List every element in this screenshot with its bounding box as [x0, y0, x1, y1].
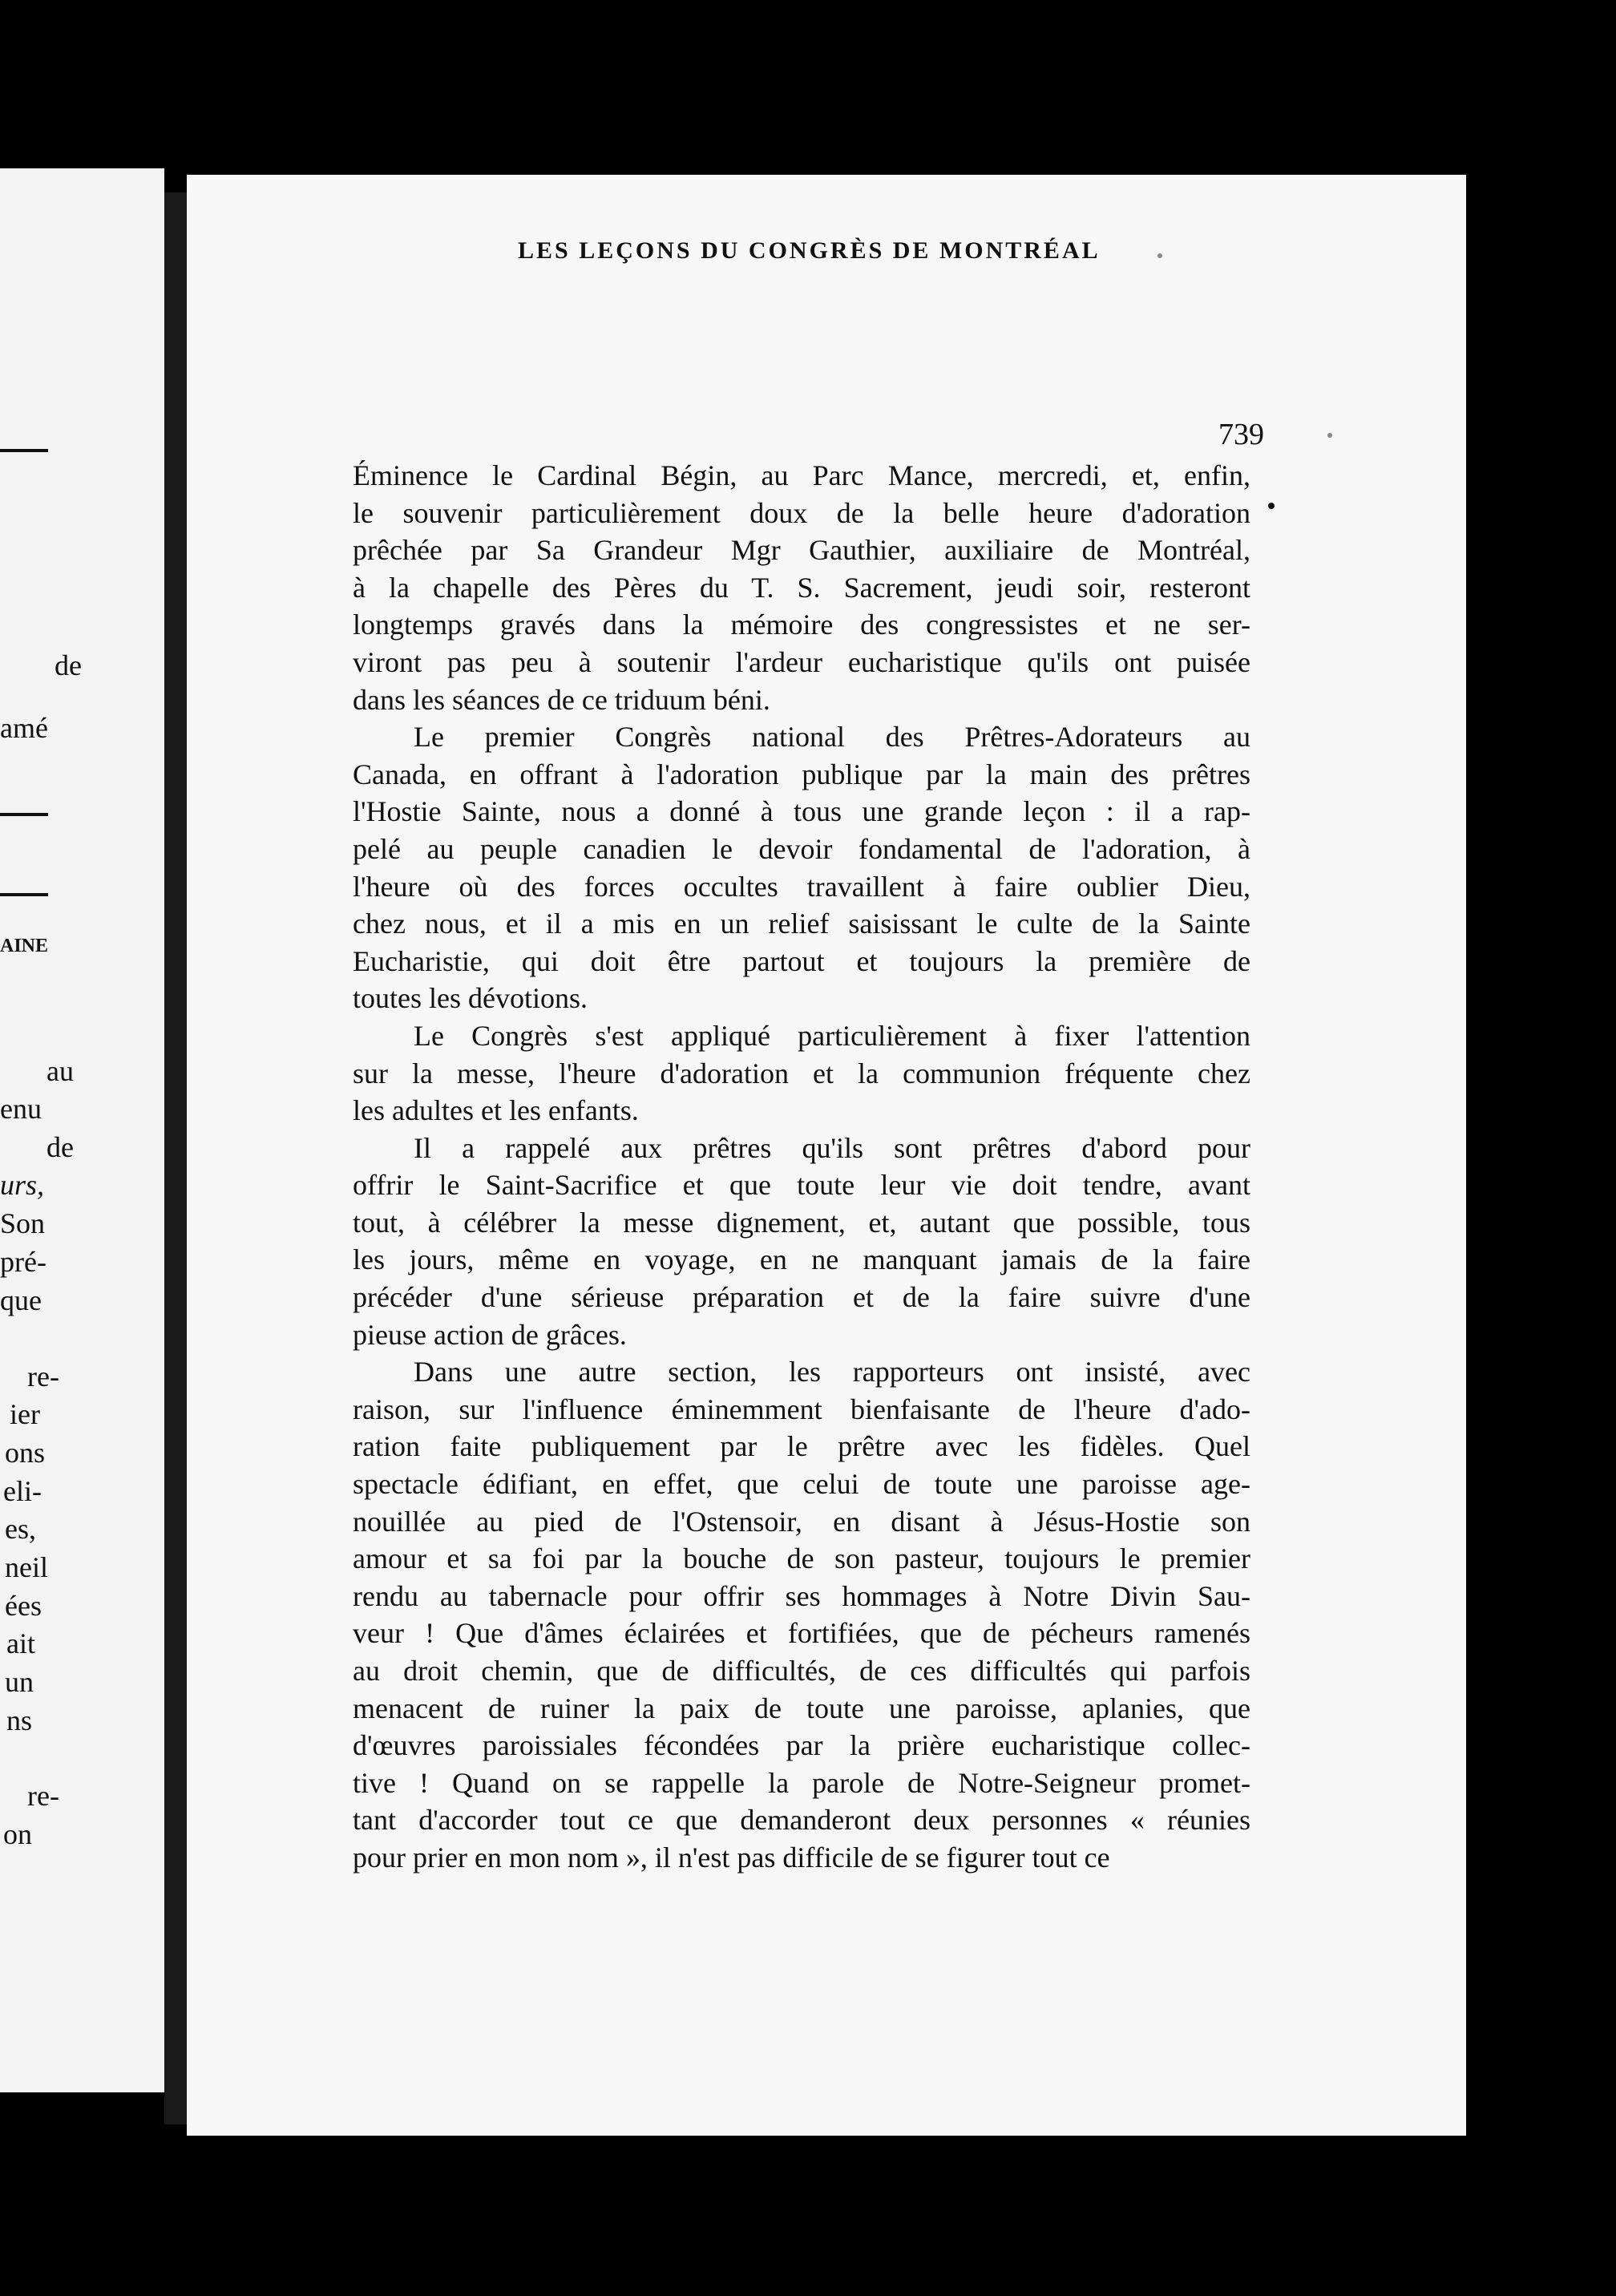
- left-page-fragment: on: [3, 1818, 32, 1850]
- text-line: nouillée au pied de l'Ostensoir, en disant à Jésus-Hostie son: [353, 1505, 1250, 1538]
- text-line: Le Congrès s'est appliqué particulièrement à fixer l'attention: [414, 1019, 1250, 1052]
- left-page-fragment: ées: [5, 1590, 42, 1622]
- text-line: les jours, même en voyage, en ne manquant jamais de la faire: [353, 1243, 1250, 1276]
- left-facing-page: [0, 168, 164, 2092]
- text-line: Il a rappelé aux prêtres qu'ils sont prêtres d'abord pour: [414, 1131, 1250, 1164]
- text-line: les adultes et les enfants.: [353, 1094, 639, 1127]
- left-page-fragment: es,: [5, 1513, 36, 1545]
- text-line: raison, sur l'influence éminemment bienfaisante de l'heure d'ado-: [353, 1393, 1250, 1425]
- text-line: toutes les dévotions.: [353, 982, 588, 1015]
- left-page-fragment: Son: [0, 1207, 46, 1239]
- left-page-fragment: au: [46, 1055, 74, 1087]
- text-line: spectacle édifiant, en effet, que celui de toute une paroisse age-: [353, 1468, 1250, 1501]
- text-line: Le premier Congrès national des Prêtres-Adorateurs au: [414, 721, 1250, 754]
- text-line: tant d'accorder tout ce que demanderont deux personnes « réunies: [353, 1804, 1250, 1837]
- page-number: 739: [1218, 418, 1264, 451]
- paragraph: [353, 1017, 1250, 1130]
- text-line: menacent de ruiner la paix de toute une paroisse, aplanies, que: [353, 1692, 1250, 1724]
- text-line: d'œuvres paroissiales fécondées par la prière eucharistique collec-: [353, 1729, 1250, 1762]
- left-page-fragment: urs,: [0, 1169, 45, 1201]
- text-line: Dans une autre section, les rapporteurs ont insisté, avec: [414, 1356, 1250, 1389]
- text-line: tout, à célébrer la messe dignement, et, autant que possible, tous: [353, 1206, 1250, 1239]
- left-page-fragment: un: [5, 1666, 34, 1698]
- text-line: tive ! Quand on se rappelle la parole de Notre-Seigneur promet-: [353, 1766, 1250, 1799]
- left-page-fragment: AINE: [0, 936, 49, 956]
- text-line: prêchée par Sa Grandeur Mgr Gauthier, auxiliaire de Montréal,: [353, 534, 1250, 567]
- left-page-rule: [0, 449, 48, 452]
- paragraph: [353, 1130, 1250, 1354]
- text-line: Canada, en offrant à l'adoration publique par la main des prêtres: [353, 758, 1250, 790]
- scan-speck: [1157, 253, 1162, 258]
- left-page-fragment: que: [0, 1284, 42, 1316]
- text-line: au droit chemin, que de difficultés, de ces difficultés qui parfois: [353, 1655, 1250, 1687]
- running-head: LES LEÇONS DU CONGRÈS DE MONTRÉAL: [518, 237, 1101, 264]
- left-page-fragment: pré-: [0, 1246, 46, 1278]
- text-line: Éminence le Cardinal Bégin, au Parc Mance, mercredi, et, enfin,: [353, 459, 1250, 491]
- text-line: veur ! Que d'âmes éclairées et fortifiées, que de pécheurs ramenés: [353, 1617, 1250, 1650]
- left-page-fragment: enu: [0, 1093, 42, 1125]
- paragraph: [353, 1353, 1250, 1876]
- left-page-fragment: de: [46, 1131, 74, 1163]
- left-page-fragment: ier: [10, 1398, 40, 1430]
- text-line: longtemps gravés dans la mémoire des congressistes et ne ser-: [353, 608, 1250, 641]
- text-line: amour et sa foi par la bouche de son pasteur, toujours le premier: [353, 1542, 1250, 1575]
- text-line: rendu au tabernacle pour offrir ses hommages à Notre Divin Sau-: [353, 1579, 1250, 1612]
- text-line: ration faite publiquement par le prêtre avec les fidèles. Quel: [353, 1430, 1250, 1463]
- left-page-fragment: re-: [27, 1360, 59, 1393]
- text-line: pour prier en mon nom », il n'est pas difficile de se figurer tout ce: [353, 1841, 1110, 1874]
- text-line: sur la messe, l'heure d'adoration et la communion fréquente chez: [353, 1057, 1250, 1089]
- paragraph: [353, 718, 1250, 1017]
- text-line: pieuse action de grâces.: [353, 1318, 627, 1351]
- scan-speck: [1327, 433, 1332, 438]
- left-page-rule: [0, 893, 48, 896]
- text-line: pelé au peuple canadien le devoir fondamental de l'adoration, à: [353, 832, 1250, 865]
- text-line: chez nous, et il a mis en un relief saisissant le culte de la Sainte: [353, 907, 1250, 940]
- left-page-rule: [0, 813, 48, 816]
- left-page-fragment: ons: [5, 1437, 46, 1469]
- text-line: le souvenir particulièrement doux de la belle heure d'adoration: [353, 496, 1250, 529]
- paragraph: [353, 457, 1250, 718]
- left-page-fragment: eli-: [3, 1475, 42, 1507]
- text-line: précéder d'une sérieuse préparation et de la faire suivre d'une: [353, 1281, 1250, 1314]
- scan-speck: [1268, 503, 1275, 509]
- text-line: dans les séances de ce triduum béni.: [353, 683, 770, 716]
- left-page-fragment: ns: [6, 1704, 33, 1736]
- text-line: offrir le Saint-Sacrifice et que toute leur vie doit tendre, avant: [353, 1169, 1250, 1202]
- text-line: Eucharistie, qui doit être partout et toujours la première de: [353, 944, 1250, 977]
- text-line: l'Hostie Sainte, nous a donné à tous une grande leçon : il a rap-: [353, 795, 1250, 828]
- text-line: à la chapelle des Pères du T. S. Sacrement, jeudi soir, resteront: [353, 571, 1250, 604]
- left-page-fragment: de: [55, 649, 82, 681]
- body-text: [353, 457, 1250, 1877]
- page-gutter: [164, 192, 187, 2124]
- left-page-fragment: amé: [0, 712, 48, 744]
- text-line: l'heure où des forces occultes travaillent à faire oublier Dieu,: [353, 870, 1250, 903]
- text-line: viront pas peu à soutenir l'ardeur eucharistique qu'ils ont puisée: [353, 645, 1250, 678]
- left-page-fragment: re-: [27, 1780, 59, 1812]
- left-page-fragment: neil: [5, 1551, 48, 1583]
- left-page-fragment: ait: [6, 1627, 35, 1659]
